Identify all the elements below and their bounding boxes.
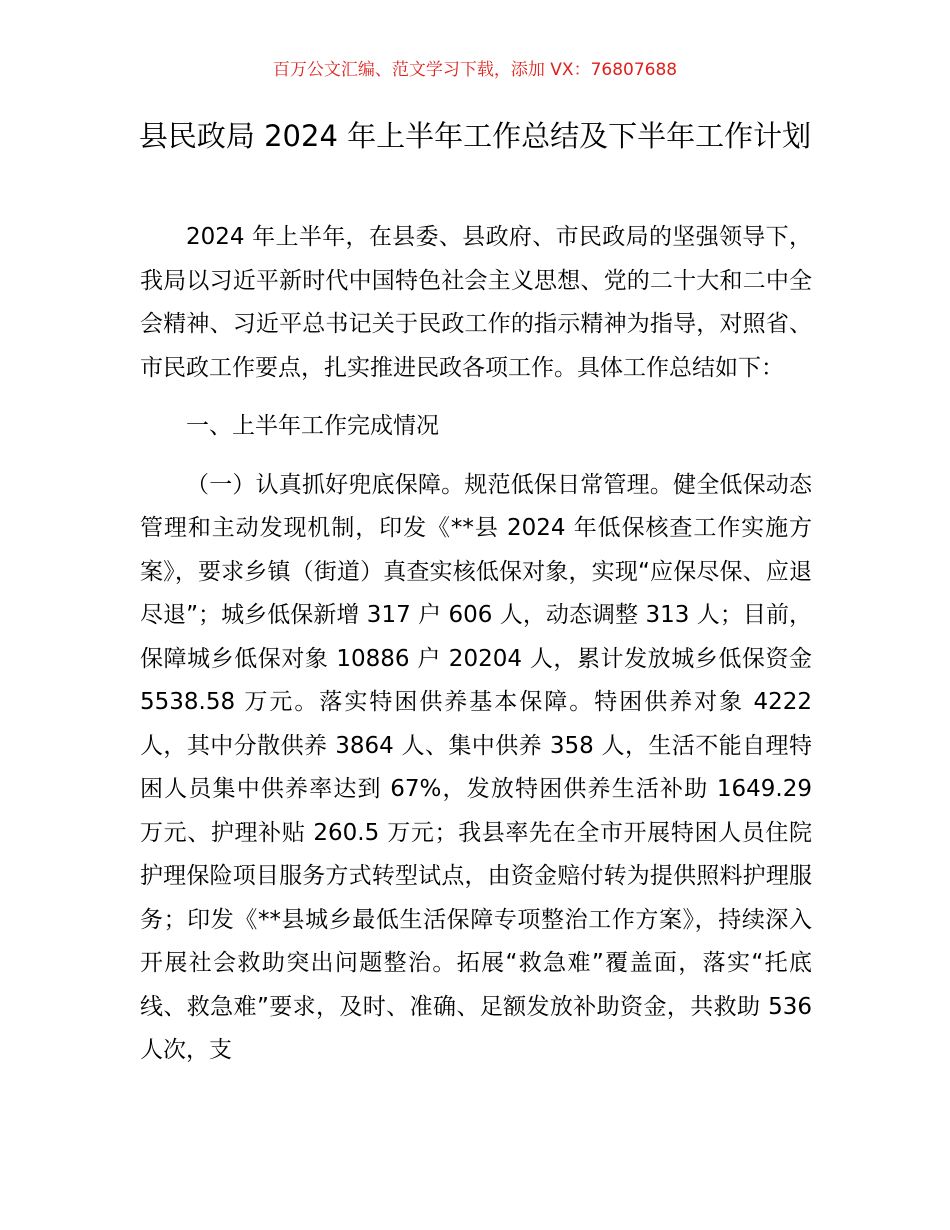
document-body bbox=[140, 216, 812, 1073]
section-paragraph: （一）认真抓好兜底保障。规范低保日常管理。健全低保动态管理和主动发现机制，印发《**县 2024 年低保核查工作实施方案》，要求乡镇（街道）真查实核低保对象，实现“应保尽保、应退尽退”；城乡低保新增 317 户 606 人，动态调整 313 人；目前，保障城乡低保对象 10886 户 20204 人，累计发放城乡低保资金 5538.58 万元。落实特困供养基本保障。特困供养对象 4222 人，其中分散供养 3864 人、集中供养 358 人，生活不能自理特困人员集中供养率达到 67%，发放特困供养生活补助 1649.29 万元、护理补贴 260.5 万元；我县率先在全市开展特困人员住院护理保险项目服务方式转型试点，由资金赔付转为提供照料护理服务；印发《**县城乡最低生活保障专项整治工作方案》，持续深入开展社会救助突出问题整治。拓展“救急难”覆盖面，落实“托底线、救急难”要求，及时、准确、足额发放补助资金，共救助 536 人次，支 bbox=[140, 471, 812, 1063]
intro-paragraph: 2024 年上半年，在县委、县政府、市民政局的坚强领导下，我局以习近平新时代中国特色社会主义思想、党的二十大和二中全会精神、习近平总书记关于民政工作的指示精神为指导，对照省、市民政工作要点，扎实推进民政各项工作。具体工作总结如下： bbox=[140, 224, 812, 381]
header-banner: 百万公文汇编、范文学习下载，添加 VX：76807688 bbox=[272, 60, 678, 80]
document-title: 县民政局 2024 年上半年工作总结及下半年工作计划 bbox=[138, 119, 812, 153]
section-heading: 一、上半年工作完成情况 bbox=[186, 413, 439, 439]
